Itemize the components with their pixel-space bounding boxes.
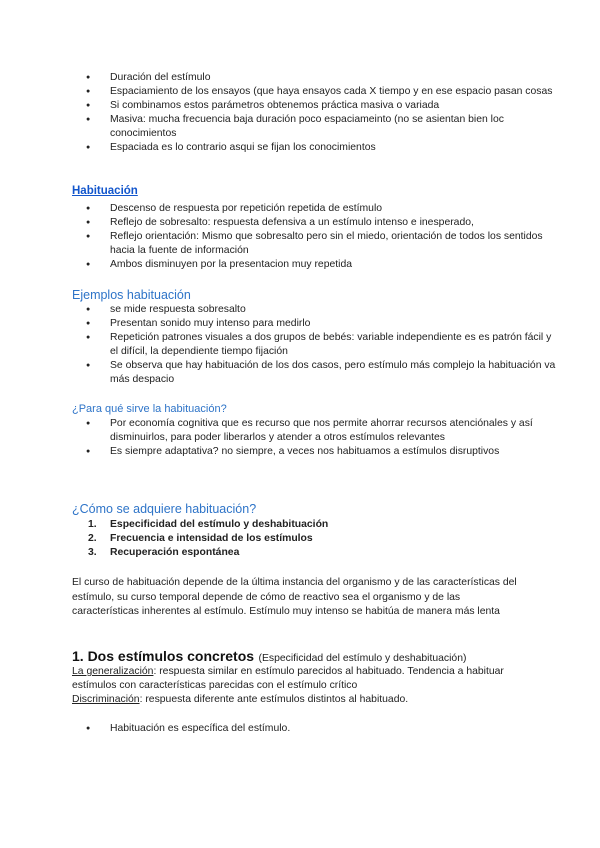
list-item: ● Habituación es específica del estímulo.	[72, 722, 560, 736]
generalizacion-paragraph: La generalización: respuesta similar en estímulo parecidos al habituado. Tendencia a habituar estímulos con características parecidas con el estímulo crítico	[72, 666, 504, 691]
list-item: ● Masiva: mucha frecuencia baja duración poco espaciameinto (no se asientan bien loc conocimientos	[72, 113, 560, 141]
list-item: ● se mide respuesta sobresalto	[72, 303, 560, 317]
list-item: ● Es siempre adaptativa? no siempre, a veces nos habituamos a estímulos disruptivos	[72, 445, 560, 459]
list-item: ● Reflejo de sobresalto: respuesta defensiva a un estímulo intenso e inesperado,	[72, 216, 560, 230]
list-item: ● Espaciamiento de los ensayos (que haya ensayos cada X tiempo y en ese espacio pasan cosas	[72, 85, 560, 99]
list-item: ● Por economía cognitiva que es recurso que nos permite ahorrar recursos atenciónales y así disminuirlos, para poder liberarlos y atender a otros estímulos relevantes	[72, 417, 560, 445]
list-ejemplos	[0, 303, 560, 387]
paragraph-curso: El curso de habituación depende de la última instancia del organismo y de las características del estímulo, su curso temporal depende de cómo de reactivo sea el organismo y de las características inherentes al estímulo. Estímulo muy intenso se habitúa de manera más lenta	[72, 577, 517, 617]
list-item: ● Duración del estímulo	[72, 71, 560, 85]
list-item: ● Repetición patrones visuales a dos grupos de bebés: variable independiente es es patrón fácil y el difícil, la dependiente tiempo fijación	[72, 331, 560, 359]
discriminacion-paragraph: Discriminación: respuesta diferente ante estímulos distintos al habituado.	[72, 694, 409, 705]
heading-ejemplos: Ejemplos habituación	[72, 288, 191, 302]
list-item: 1. Especificidad del estímulo y deshabituación	[88, 519, 329, 530]
list-item: 2. Frecuencia e intensidad de los estímulos	[88, 533, 313, 544]
list-como	[0, 518, 328, 560]
section-heading	[72, 648, 532, 666]
list-item: ● Reflejo orientación: Mismo que sobresalto pero sin el miedo, orientación de todos los sentidos hacia la fuente de información	[72, 230, 560, 258]
discriminacion-label: Discriminación	[72, 694, 140, 705]
list-para-que	[0, 417, 560, 459]
list-item: 3. Recuperación espontánea	[88, 547, 240, 558]
heading-habituacion[interactable]: Habituación	[72, 185, 138, 197]
list-item: ● Si combinamos estos parámetros obtenemos práctica masiva o variada	[72, 99, 560, 113]
generalizacion-label: La generalización	[72, 666, 154, 677]
heading-como: ¿Cómo se adquiere habituación?	[72, 502, 257, 516]
section-title: 1. Dos estímulos concretos	[72, 648, 255, 664]
list-practice	[0, 71, 560, 155]
list-item: ● Ambos disminuyen por la presentacion muy repetida	[72, 258, 560, 272]
section-subtitle: (Especificidad del estímulo y deshabituación)	[258, 653, 467, 664]
heading-para-que: ¿Para qué sirve la habituación?	[72, 403, 227, 415]
list-section1	[0, 722, 560, 736]
list-item: ● Espaciada es lo contrario asqui se fijan los conocimientos	[72, 141, 560, 155]
list-item: ● Descenso de respuesta por repetición repetida de estímulo	[72, 202, 560, 216]
list-habituacion	[0, 202, 560, 272]
list-item: ● Presentan sonido muy intenso para medirlo	[72, 317, 560, 331]
list-item: ● Se observa que hay habituación de los dos casos, pero estímulo más complejo la habituación va más despacio	[72, 359, 560, 387]
